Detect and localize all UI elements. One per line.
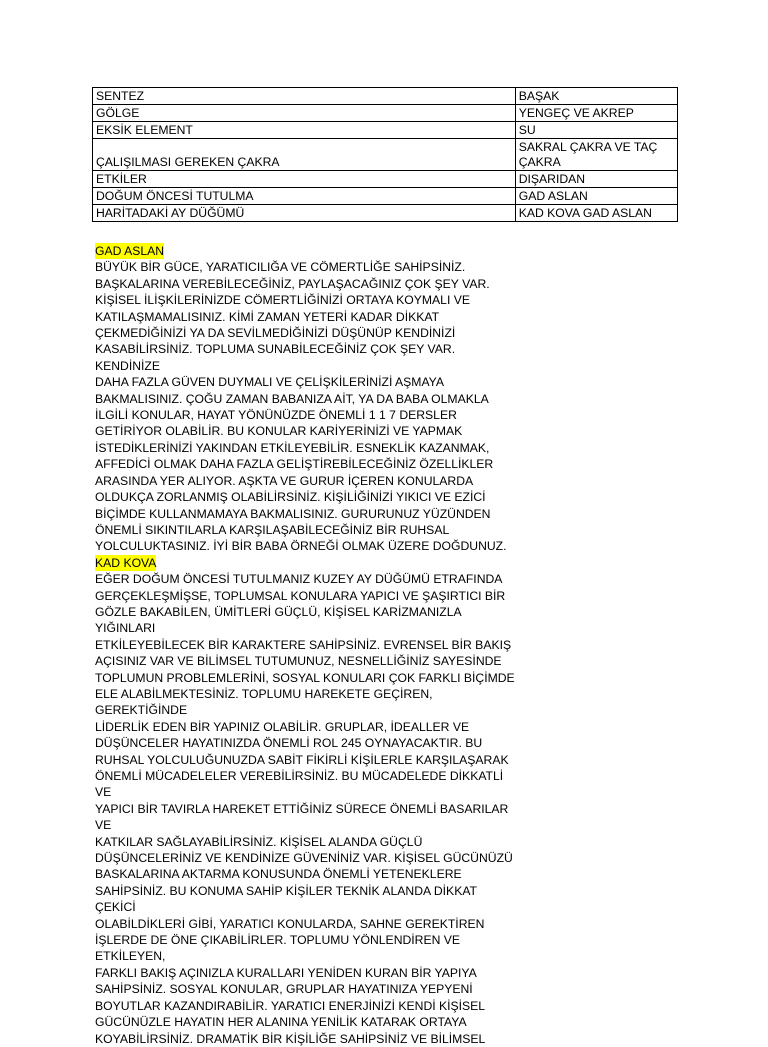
row-label: HARİTADAKİ AY DÜĞÜMÜ xyxy=(93,205,516,222)
body-text xyxy=(95,243,515,1047)
row-label: ETKİLER xyxy=(93,171,516,188)
row-value: GAD ASLAN xyxy=(515,188,677,205)
attributes-table xyxy=(92,87,678,222)
row-value: YENGEÇ VE AKREP xyxy=(515,105,677,122)
section-kad-kova xyxy=(95,555,515,1047)
table-row xyxy=(93,171,678,188)
row-value: SAKRAL ÇAKRA VE TAÇ ÇAKRA xyxy=(515,139,677,171)
row-value: KAD KOVA GAD ASLAN xyxy=(515,205,677,222)
row-label: GÖLGE xyxy=(93,105,516,122)
row-label: SENTEZ xyxy=(93,88,516,105)
row-label: DOĞUM ÖNCESİ TUTULMA xyxy=(93,188,516,205)
section-heading: GAD ASLAN xyxy=(95,244,165,258)
row-label: EKSİK ELEMENT xyxy=(93,122,516,139)
row-value: SU xyxy=(515,122,677,139)
table-row xyxy=(93,105,678,122)
section-paragraph: BÜYÜK BİR GÜCE, YARATICILIĞA VE CÖMERTLİĞE SAHİPSİNİZ. BAŞKALARINA VEREBİLECEĞİNİZ, PAYLAŞACAĞINIZ ÇOK ŞEY VAR. KİŞİSEL İLİŞKİLERİNİZDE CÖMERTLİĞİNİZİ ORTAYA KOYMALI VE KATILAŞMAMALISINIZ. KİMİ ZAMAN YETERİ KADAR DİKKAT ÇEKMEDİĞİNİZİ YA DA SEVİLMEDİĞİNİZİ DÜŞÜNÜP KENDİNİZİ KASABİLİRSİNİZ. TOPLUMA SUNABİLECEĞİNİZ ÇOK ŞEY VAR. KENDİNİZE DAHA FAZLA GÜVEN DUYMALI VE ÇELİŞKİLERİNİZİ AŞMAYA BAKMALISINIZ. ÇOĞU ZAMAN BABANIZA AİT, YA DA BABA OLMAKLA İLGİLİ KONULAR, HAYAT YÖNÜNÜZDE ÖNEMLİ 1 1 7 DERSLER GETİRİYOR OLABİLİR. BU KONULAR KARİYERİNİZİ VE YAPMAK İSTEDİKLERİNİZİ YAKINDAN ETKİLEYEBİLİR. ESNEKLİK KAZANMAK, AFFEDİCİ OLMAK DAHA FAZLA GELİŞTİREBİLECEĞİNİZ ÖZELLİKLER ARASINDA YER ALIYOR. AŞKTA VE GURUR İÇEREN KONULARDA OLDUKÇA ZORLANMIŞ OLABİLİRSİNİZ. KİŞİLİĞİNİZİ YIKICI VE EZİCİ BİÇİMDE KULLANMAMAYA BAKMALISINIZ. GURURUNUZ YÜZÜNDEN ÖNEMLİ SIKINTILARLA KARŞILAŞABİLECEĞİNİZ BİR RUHSAL YOLCULUKTASINIZ. İYİ BİR BABA ÖRNEĞİ OLMAK ÜZERE DOĞDUNUZ. xyxy=(95,260,507,554)
table-row xyxy=(93,188,678,205)
row-label: ÇALIŞILMASI GEREKEN ÇAKRA xyxy=(93,139,516,171)
section-heading: KAD KOVA xyxy=(95,555,157,570)
table-row xyxy=(93,122,678,139)
row-value: DIŞARIDAN xyxy=(515,171,677,188)
section-gad-aslan xyxy=(95,243,515,555)
table-row xyxy=(93,139,678,171)
row-value: BAŞAK xyxy=(515,88,677,105)
table-row xyxy=(93,88,678,105)
section-paragraph: EĞER DOĞUM ÖNCESİ TUTULMANIZ KUZEY AY DÜĞÜMÜ ETRAFINDA GERÇEKLEŞMİŞSE, TOPLUMSAL KONULARA YAPICI VE ŞAŞIRTICI BİR GÖZLE BAKABİLEN, ÜMİTLERİ GÜÇLÜ, KİŞİSEL KARİZMANIZLA YIĞINLARI ETKİLEYEBİLECEK BİR KARAKTERE SAHİPSİNİZ. EVRENSEL BİR BAKIŞ AÇISINIZ VAR VE BİLİMSEL TUTUMUNUZ, NESNELLİĞİNİZ SAYESİNDE TOPLUMUN PROBLEMLERİNİ, SOSYAL KONULARI ÇOK FARKLI BİÇİMDE ELE ALABİLMEKTESİNİZ. TOPLUMU HAREKETE GEÇİREN, GEREKTİĞİNDE LİDERLİK EDEN BİR YAPINIZ OLABİLİR. GRUPLAR, İDEALLER VE DÜŞÜNCELER HAYATINIZDA ÖNEMLİ ROL 245 OYNAYACAKTIR. BU RUHSAL YOLCULUĞUNUZDA SABİT FİKİRLİ KİŞİLERLE KARŞILAŞARAK ÖNEMLİ MÜCADELELER VEREBİLİRSİNİZ. BU MÜCADELEDE DİKKATLİ VE YAPICI BİR TAVIRLA HAREKET ETTİĞİNİZ SÜRECE ÖNEMLİ BASARILAR VE KATKILAR SAĞLAYABİLİRSİNİZ. KİŞİSEL ALANDA GÜÇLÜ DÜŞÜNCELERİNİZ VE KENDİNİZE GÜVENİNİZ VAR. KİŞİSEL GÜCÜNÜZÜ BASKALARINA AKTARMA KONUSUNDA ÖNEMLİ YETENEKLERE SAHİPSİNİZ. BU KONUMA SAHİP KİŞİLER TEKNİK ALANDA DİKKAT ÇEKİCİ OLABİLDİKLERİ GİBİ, YARATICI KONULARDA, SAHNE GEREKTİREN İŞLERDE DE ÖNE ÇIKABİLİRLER. TOPLUMU YÖNLENDİREN VE ETKİLEYEN, FARKLI BAKIŞ AÇINIZLA KURALLARI YENİDEN KURAN BİR YAPIYA SAHİPSİNİZ. SOSYAL KONULAR, GRUPLAR HAYATINIZA YEPYENİ BOYUTLAR KAZANDIRABİLİR. YARATICI ENERJİNİZİ KENDİ KİŞİSEL GÜCÜNÜZLE HAYATIN HER ALANINA YENİLİK KATARAK ORTAYA KOYABİLİRSİNİZ. DRAMATİK BİR KİŞİLİĞE SAHİPSİNİZ VE BİLİMSEL xyxy=(95,572,515,1046)
table-row xyxy=(93,205,678,222)
